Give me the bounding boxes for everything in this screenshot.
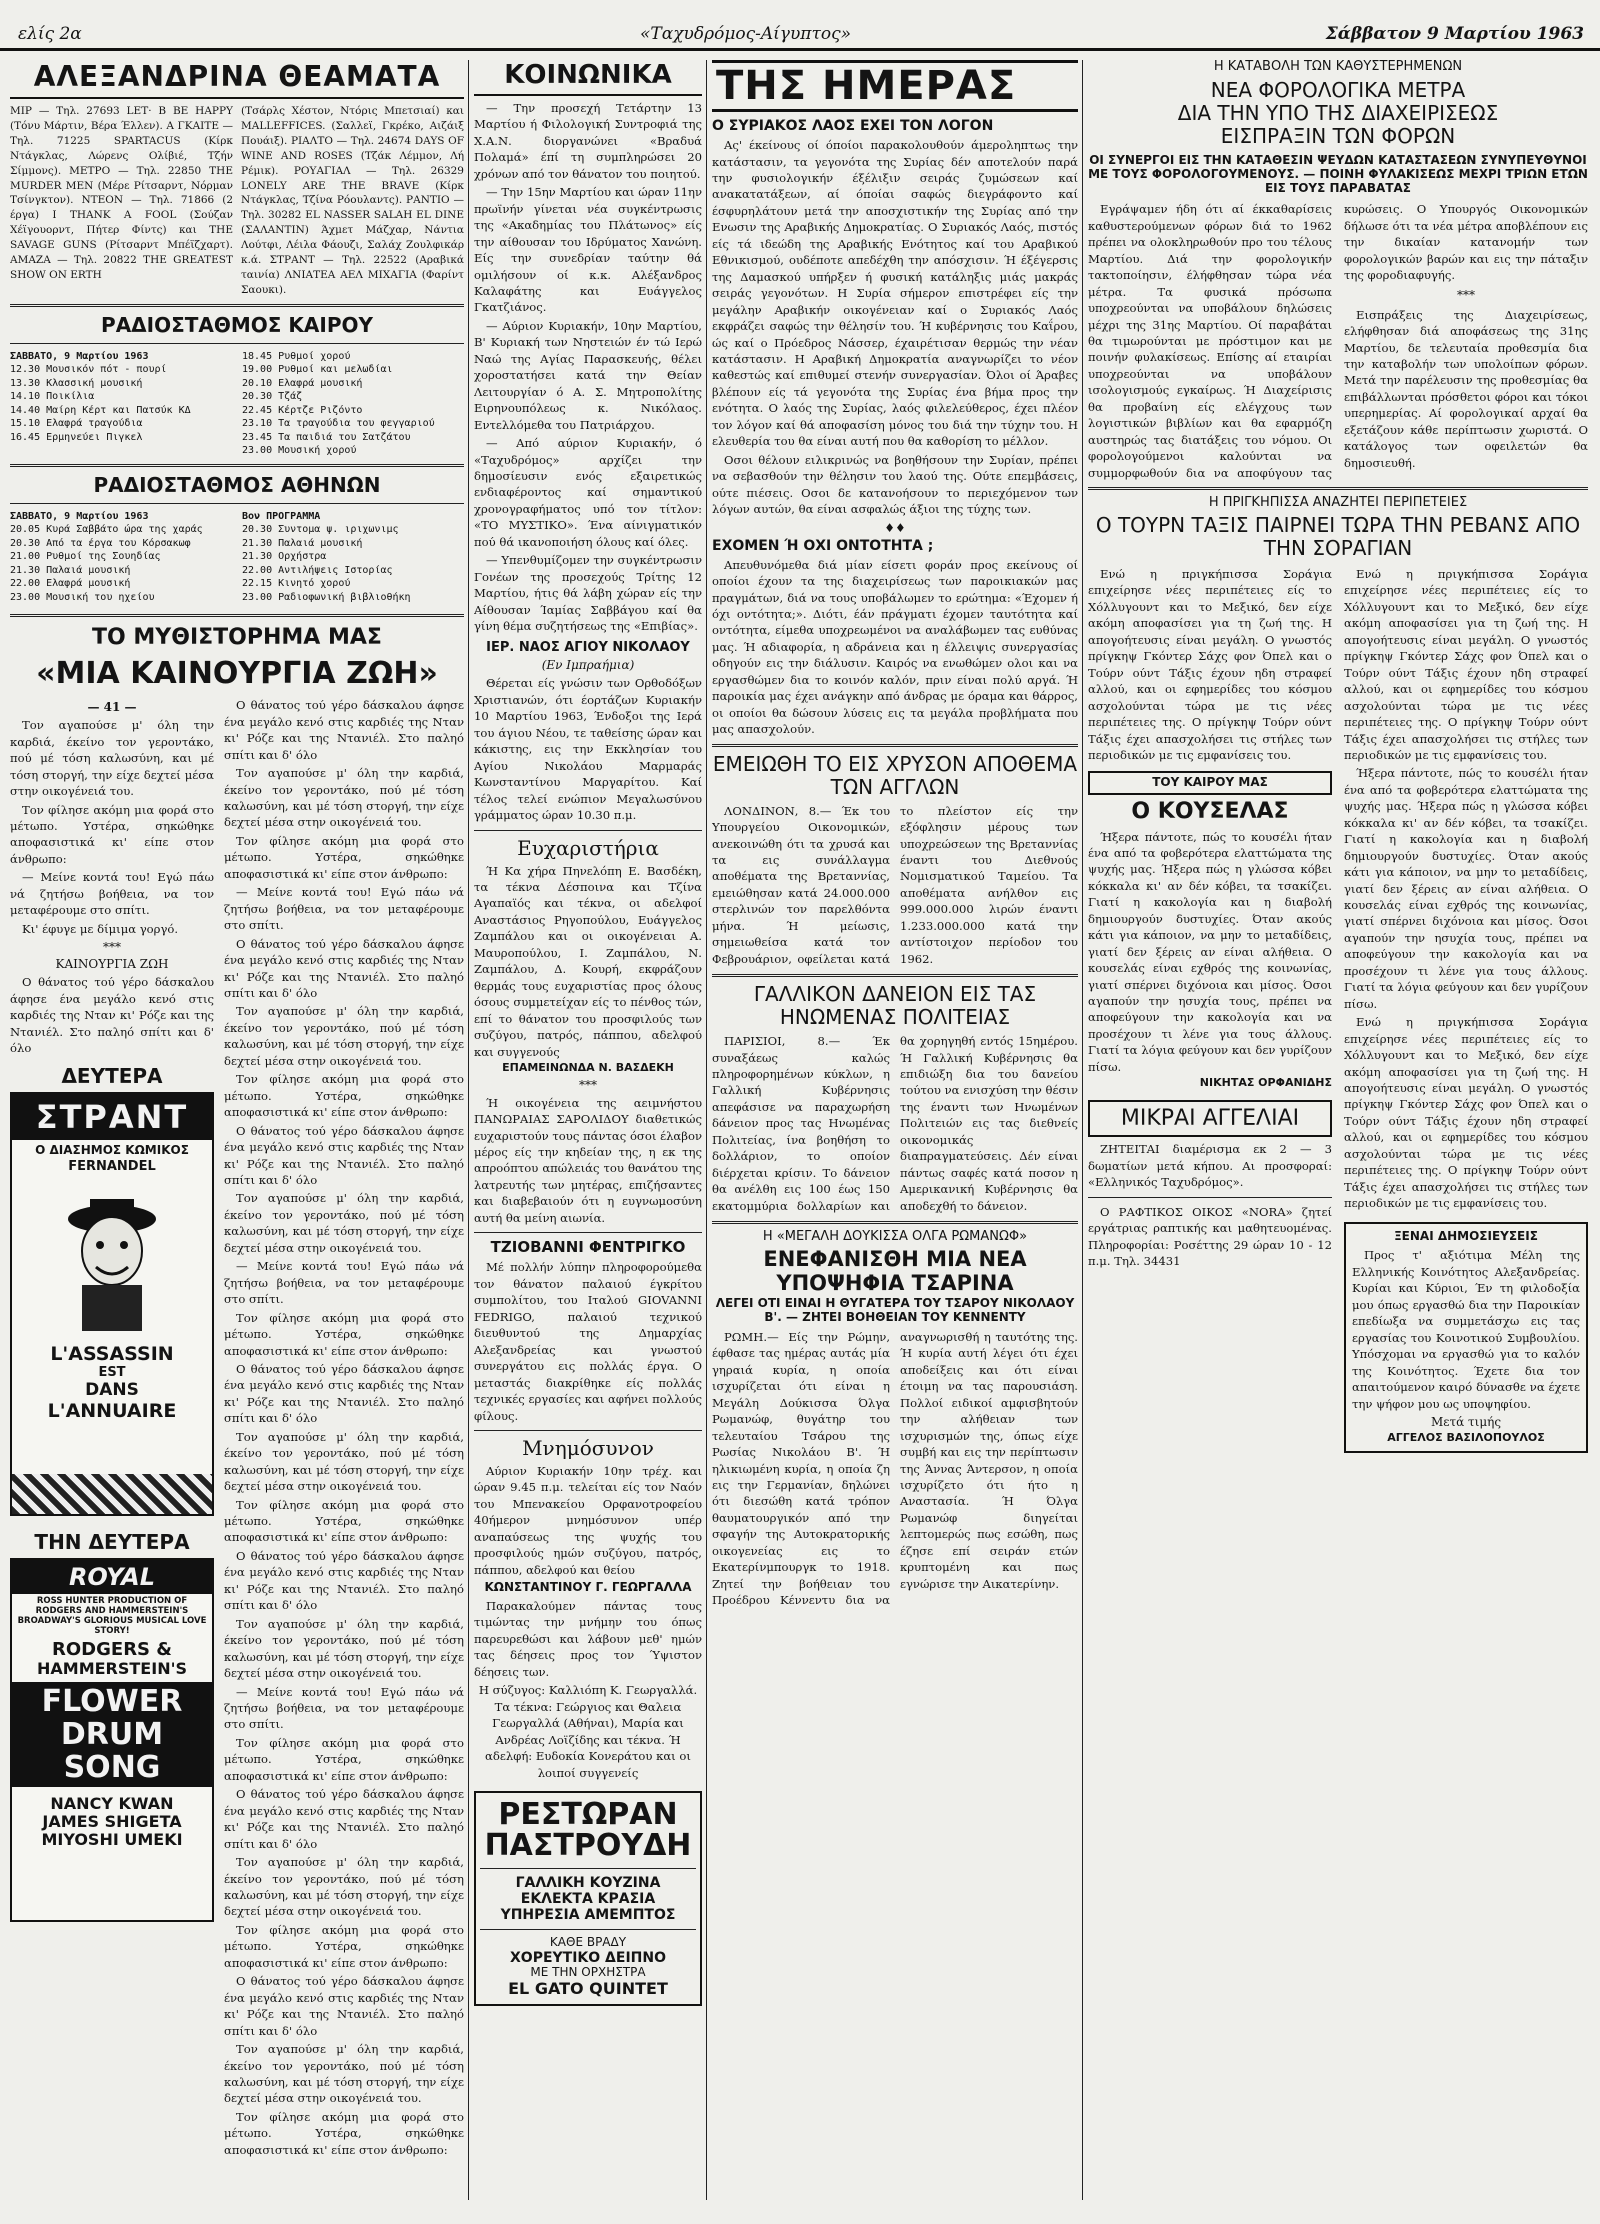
ad-strand-day: ΔΕΥΤΕΡΑ: [61, 1064, 163, 1089]
novel-subtitle: ΚΑΙΝΟΥΡΓΙΑ ΖΩΗ: [55, 957, 169, 972]
schedule-item: 21.00 Ρυθμοί της Σουηδίας: [10, 551, 161, 563]
cinema-listing: ΜΙΡ — Τηλ. 27693 LET· Β ΒΕ ΗΑΡΡΥ (Τόνυ Μάρτιν, Βέρα Έλλεν). Α ΓΚΑΙΤΕ — Τηλ. 71225 SPARTACUS (Κίρκ Ντάγκλας, Λώρενς Ολίβιέ, Τζήν Σίμμονς). ΜΕΤΡΟ — Τηλ. 22850 THE MURDER MEN (Μέρε Ρίτσαρντ, Νόρμαν Τσίνγκτον). ΝΤΕΟΝ — Τηλ. 71866 (2 έργα) I THANK A FOOL (Σούζαν Χέϊγουορντ, Πήτερ Φίντς) και THE SAVAGE GUNS (Ρίτσαρντ Μπέϊζχαρτ). ΑΜΑΖΑ — Τηλ. 20822 THE GREATEST SHOW ON ERTH: [10, 105, 233, 281]
novel-paragraph: Τον αγαπούσε μ' όλη την καρδιά, έκείνο τον γεροντάκο, πού μέ τόση καλωσύνη, και μέ τόση στοργή, την είχε δεχτεί μέσα στην οικογένειά του.: [224, 1616, 464, 1681]
ad-strand-film-title: L'ANNUAIRE: [47, 1399, 177, 1422]
column-divider: [1082, 60, 1083, 2200]
schedule-item: 21.30 Παλαιά μουσική: [10, 564, 131, 576]
ad-royal-day: ΤΗΝ ΔΕΥΤΕΡΑ: [34, 1530, 190, 1555]
tax-kicker: Η ΚΑΤΑΒΟΛΗ ΤΩΝ ΚΑΘΥΣΤΕΡΗΜΕΝΩΝ: [1213, 60, 1463, 74]
schedule-item: 22.00 Ελαφρά μουσική: [10, 578, 131, 590]
novel-paragraph: Ο θάνατος τού γέρο δάσκαλου άφησε ένα μεγάλο κενό στις καρδιές της Νταν κι' Ρόζε και της Ντανιέλ. Στο παληό σπίτι και δ' όλο: [224, 1361, 464, 1426]
restaurant-evening: ΚΑΘΕ ΒΡΑΔΥ: [549, 1935, 627, 1950]
novel-paragraph: Τον φίλησε ακόμη μια φορά στο μέτωπο. Υστέρα, σηκώθηκε αποφασιστικά κι' είπε στον άνθρωπο:: [224, 1072, 464, 1120]
article-headline: ΕΜΕΙΩΘΗ ΤΟ ΕΙΣ ΧΡΥΣΟΝ ΑΠΟΘΕΜΑ ΤΩΝ ΑΓΓΛΩΝ: [712, 751, 1078, 799]
ad-royal-title: SONG: [63, 1749, 161, 1785]
article-text: Εισπράξεις της Διαχειρίσεως, ελήφθησαν διά αποφάσεως της 31ης Μαρτίου, δε τελευταία προθεσμία δια την καταβολήν των υπολοίπων φόρων. Μετά την παρέλευσιν της προθεσμίας θα επιβάλλωνται πρόσθετοι φόροι και τόκοι υπερημερίας. Αί φορολογικαί αρχαί θα εξετάζουν κάθε περίπτωσιν χωριστά. Ο κατάλογος των οφειλετών θα δημοσιευθή.: [1344, 307, 1588, 470]
radio-athens-title: ΡΑΔΙΟΣΤΑΘΜΟΣ ΑΘΗΝΩΝ: [93, 472, 381, 497]
schedule-item: 22.00 Αντιλήψεις Ιστορίας: [242, 564, 393, 576]
ad-strand-film-title: L'ASSASSIN: [50, 1343, 174, 1366]
article-text: Ήξερα πάντοτε, πώς το κουσέλι ήταν ένα από τα φοβερότερα ελαττώματα της ψυχής μας. Ήξερα πώς η γλώσσα κόβει κόκκαλα κι' αν δέν κόβει, τα τσακίζει. Γιατί η κακολογία και η διαβολή δημιουργούν δυστυχίες. Όταν ακούς κάτι για κάποιον, να μην το μεταδίδεις, γιατί δεν ξέρεις αν είναι αλήθεια. Ο κουσελάς είναι εχθρός της κοινωνίας, γιατί σπέρνει διχόνοια και μίσος. Όσοι αγαπούν την ησυχία τους, πρέπει να αποφεύγουν την κακολογία και να προσέχουν τι λένε για τους άλλους. Γιατί τα λόγια φεύγουν και δεν γυρίζουν πίσω.: [1344, 766, 1588, 1011]
column-divider: [706, 60, 707, 2200]
article-subheadline: ΛΕΓΕΙ ΟΤΙ ΕΙΝΑΙ Η ΘΥΓΑΤΕΡΑ ΤΟΥ ΤΣΑΡΟΥ ΝΙΚΟΛΑΟΥ Β'. — ΖΗΤΕΙ ΒΟΗΘΕΙΑΝ ΤΟΥ ΚΕΝΝΕΝΤΥ: [715, 1296, 1075, 1325]
schedule-item: 21.30 Παλαιά μουσική: [242, 537, 363, 549]
radio-cairo-date: ΣΑΒΒΑΤΟ, 9 Μαρτίου 1963: [10, 350, 149, 362]
notice-sign: Μετά τιμής: [1430, 1414, 1502, 1429]
royal-cinema-ad: [10, 1558, 214, 1922]
restaurant-title: ΡΕΣΤΩΡΑΝ ΠΑΣΤΡΟΥΔΗ: [484, 1796, 692, 1864]
column-box-title: ΤΟΥ ΚΑΙΡΟΥ ΜΑΣ: [1152, 775, 1268, 790]
church-title: ΙΕΡ. ΝΑΟΣ ΑΓΙΟΥ ΝΙΚΟΛΑΟΥ: [486, 639, 690, 655]
article-text: Ας' έκείνους οί όποίοι παρακολουθούν άμεροληπτως την κατάστασιν, τα γεγονότα της Συρίας δέν αποτελούν παρά την φυσιολογικήν έξέλιξιν σειράς ζυμώσεων καί ανακατατάξεων, αί όποίαι σαφώς διεγράφοντο καί έσφυρηλάτουν μετά την αποσχιστικήν της Συρίας από την Ενωσιν της Αραβικής Δημοκρατίας. Ο Συριακός Λαός, πιστός είς τά ιδεώδη της Αραβικής Ενότητος καί του Αραβικού Εθνικισμού, ουδέποτε απεδέχθη την απόσχισιν. Ή έξέγερσις της Δαμασκού υπήρξεν ή φυσική κατάληξις μιάς μακράς σειράς γεγονότων. Η Συρία σήμερον επιστρέφει είς την μεγάλην Αραβικήν οικογένειαν καί ο Συριακός Λαός εκφράζει σαφώς την θέλησίν του. Ή κυβέρνησις του Καΐρου, ώς καί ο Πρόεδρος Νάσσερ, έχαιρέτισαν θερμώς την νέαν κατάστασιν. Η Αραβική Δημοκρατία αναγνωρίζει το νέον καθεστώς καί επιθυμεί στενήν συνεργασίαν. Όλοι οί Άραβες βλέπουν είς τά γεγονότα της Συρίας ένα βήμα προς την ενότητα. Ο λαός της Συρίας, λαός φιλελεύθερος, έχει πλέον τον λόγον καί θά αποφασίση μόνος του διά την τύχην του. Η ελευθερία του θα είναι αυτή που θα καθορίση το μέλλον.: [712, 138, 1078, 449]
header-left: ελίς 2α: [18, 24, 82, 44]
ad-strand-film-title: DANS: [85, 1380, 139, 1401]
article-text: Εγράψαμεν ήδη ότι αί έκκαθαρίσεις καθυστερούμενων φόρων διά το 1962 πρέπει να ολοκληρωθούν προ του τέλους Μαρτίου. Διά την φορολογικήν τακτοποίησιν, έλήφθησαν τώρα νέα μέτρα. Τα φυσικά πρόσωπα υποχρεούνται να υποβάλουν δηλώσεις μέχρι της 31ης Μαρτίου. Οί παραβάται θα τιμωρούνται με πρόστιμον και με ποινήν φυλακίσεως. Επίσης αί εταιρίαι υποχρεούνται να υποβάλουν ισολογισμούς εγκαίρως. Ή Διαχείρισις θα προβαίνη είς ελέγχους των λογιστικών βιβλίων και θα εφαρμόζη αυστηρώς τας διατάξεις του νόμου. Οι φορολογούμενοι καλούνται να συμμορφωθούν δια να αποφύγουν τας κυρώσεις. Ο Υπουργός Οικονομικών δήλωσε ότι τα νέα μέτρα αποβλέπουν εις την δικαίαν κατανομήν των φορολογικών βαρών και εις την πάταξιν της φοροδιαφυγής.: [1088, 202, 1588, 480]
novel-paragraph: Κι' έφυγε με δίμιμα γοργό.: [22, 921, 179, 936]
novel-paragraph: Τον φίλησε ακόμη μια φορά στο μέτωπο. Υστέρα, σηκώθηκε αποφασιστικά κι' είπε στον άνθρωπο:: [224, 1310, 464, 1358]
memorial-text: Παρακαλούμεν πάντας τους τιμώντας την μνήμην του όπως παρευρεθώσι και λάβουν μεθ' ημών τας δέησεις προς τον Ύψιστον δέησεις των.: [474, 1598, 702, 1679]
novel-paragraph: Ο θάνατος τού γέρο δάσκαλου άφησε ένα μεγάλο κενό στις καρδιές της Νταν κι' Ρόζε και της Ντανιέλ. Στο παληό σπίτι και δ' όλο: [224, 1787, 464, 1851]
novel-continuation: [224, 697, 464, 2210]
ad-royal-title: DRUM: [60, 1716, 164, 1752]
schedule-item: 13.30 Κλασσική μουσική: [10, 377, 143, 389]
column-headline: Ο ΚΟΥΣΕΛΑΣ: [1131, 799, 1289, 825]
ad-royal-cast: JAMES SHIGETA: [42, 1811, 182, 1831]
tax-headline: ΔΙΑ ΤΗΝ ΥΠΟ ΤΗΣ ΔΙΑΧΕΙΡΙΣΕΩΣ: [1177, 100, 1499, 125]
article-text: Απευθυνόμεθα διά μίαν είσετι φοράν προς εκείνους οί οποίοι έχουν τα της διαχειρίσεως των παροικιακών μας πραγμάτων, διά να τους υποβάλωμεν το ερώτημα: «Έχομεν ή όχι οντότητα;». Διότι, έάν πράγματι έχομεν ταυτότητα καί οντότητα, είμεθα υποχρεωμένοι να αναλάβωμεν τας ευθύνας μας. Ή αδιαφορία, η αδράνεια και η έλλειψις συνεργασίας οδηγούν εις την διάλυσιν. Καιρός να ενωθώμεν ολοι και να εργασθώμεν δια το κοινόν καλόν, πριν είναι πολύ αργά. Ή παροικία μας έχει ανάγκην από άνδρας με όραμα και θάρρος, οι οποίοι θα δώσουν λύσεις εις τα μεγάλα προβλήματα που μας απασχολούν.: [712, 557, 1078, 737]
header-center: «Ταχυδρόμος-Αίγυπτος»: [640, 24, 852, 44]
tax-subheadline: ΟΙ ΣΥΝΕΡΓΟΙ ΕΙΣ ΤΗΝ ΚΑΤΑΘΕΣΙΝ ΨΕΥΔΩΝ ΚΑΤΑΣΤΑΣΕΩΝ ΣΥΝΥΠΕΥΘΥΝΟΙ ΜΕ ΤΟΥΣ ΦΟΡΟΛΟΓΟΥΜΕΝΟΥΣ. — ΠΟΙΝΗ ΦΥΛΑΚΙΣΕΩΣ ΜΕΧΡΙ ΤΡΙΩΝ ΕΤΩΝ ΕΙΣ ΤΟΥΣ ΠΑΡΑΒΑΤΑΣ: [1088, 152, 1588, 195]
novel-chapter: — 41 —: [87, 700, 137, 715]
schedule-item: 23.00 Μουσική χορού: [242, 445, 357, 457]
article-text: ΡΩΜΗ.— Είς την Ρώμην, έφθασε τας ημέρας αυτάς μία γηραιά κυρία, η οποία ισχυρίζεται ότι είναι η Μεγάλη Δούκισσα Όλγα Ρωμανώφ, θυγάτηρ του τελευταίου Τσάρου της Ρωσίας Νικολάου Β'. Ή ηλικιωμένη κυρία, η οποία ζη εις την Γερμανίαν, δηλώνει ότι διεσώθη κατά τρόπον θαυματουργικόν από την σφαγήν της Αυτοκρατορικής οικογενείας εις το Εκατερίνμπουργκ το 1918. Ζητεί την βοήθειαν του Προέδρου Κέννεντυ δια να αναγνωρισθή η ταυτότης της. Ή κυρία αυτή λέγει ότι έχει αποδείξεις και ότι είναι έτοιμη να τας παρουσιάση. Πολλοί ειδικοί αμφισβητούν την αλήθειαν των ισχυρισμών της, όπως είχε συμβή και εις την περίπτωσιν της Άννας Άντερσον, η οποία ισχυρίζετο ότι ήτο η Αναστασία. Ή Όλγα Ρωμανώφ διηγείται λεπτομερώς πως εσώθη, πως έζησε επί σειράν ετών κρυπτομένη και πως εγνώρισε την Αικατερίνην.: [712, 1329, 1078, 1608]
schedule-item: 19.00 Ρυθμοί και μελωδίαι: [242, 364, 393, 376]
schedule-item: 20.05 Κυρά Σαββάτο ώρα της χαράς: [10, 524, 203, 536]
schedule-item: 20.10 Ελαφρά μουσική: [242, 377, 363, 389]
schedule-item: 15.10 Ελαφρά τραγούδια: [10, 418, 143, 430]
novel-paragraph: Τον αγαπούσε μ' όλη την καρδιά, έκείνο τον γεροντάκο, πού μέ τόση καλωσύνη, και μέ τόση στοργή, την είχε δεχτεί μέσα στην οικογένειά του.: [224, 1855, 464, 1919]
schedule-item: 18.45 Ρυθμοί χορού: [242, 350, 351, 362]
schedule-item: 12.30 Μουσικόν πότ - πουρί: [10, 364, 167, 376]
novel-stars: ***: [103, 940, 121, 955]
schedule-item: 23.00 Μουσική του ηχείου: [10, 591, 155, 603]
tax-stars: ***: [1457, 287, 1475, 302]
schedule-item: 20.30 Από τα έργα του Κόρσακωφ: [10, 537, 191, 549]
novel-paragraph: Τον αγαπούσε μ' όλη την καρδιά, έκείνο τον γεροντάκο, πού μέ τόση καλωσύνη, και μέ τόση στοργή, την είχε δεχτεί μέσα στην οικογένειά του.: [224, 2042, 464, 2106]
memorial-family: Η σύζυγος: Καλλιόπη Κ. Γεωργαλλά. Τα τέκνα: Γεώργιος και Θαλεια Γεωργαλλά (Αθήναι), Μαρία και Ανδρέας Λοϊζίδης και τέκνα. Ή αδελφή: Ευδοκία Κονεράτου και οι λοιποί συγγενείς: [478, 1683, 698, 1780]
novel-section-title: ΤΟ ΜΥΘΙΣΤΟΡΗΜΑ ΜΑΣ: [92, 625, 382, 651]
column-1: [10, 60, 464, 2210]
princess-headline: Ο ΤΟΥΡΝ ΤΑΞΙΣ ΠΑΙΡΝΕΙ ΤΩΡΑ ΤΗΝ ΡΕΒΑΝΣ ΑΠΟ ΤΗΝ ΣΟΡΑΓΙΑΝ: [1095, 512, 1581, 560]
ad-royal-cast: MIYOSHI UMEKI: [41, 1830, 183, 1850]
schedule-item: 14.40 Μαίρη Κέρτ και Πατσύκ ΚΔ: [10, 404, 191, 416]
article-headline: ΕΝΕΦΑΝΙΣΘΗ ΜΙΑ ΝΕΑ ΥΠΟΨΗΦΙΑ ΤΣΑΡΙΝΑ: [763, 1247, 1027, 1296]
article-text: ΠΑΡΙΣΙΟΙ, 8.— Έκ συναξάεως καλώς πληροφορημένων κύκλων, η Γαλλική Κυβέρνησις απεφάσισε να παραχωρήση δάνειον προς τας Ηνωμένας Πολιτείας, ίνα βοηθήση το δολλάριον, το οποίον διέρχεται κρίσιν. Το δάνειον θα ανέλθη εις 100 έως 150 εκατομμύρια δολλαρίων και θα χορηγηθή εντός 15ημέρου. Ή Γαλλική Κυβέρνησις θα επιδιώξη δια του δανείου τούτου να ενισχύση την θέσιν της έναντι των Ηνωμένων Πολιτειών εις τας διεθνείς οικονομικάς διαπραγματεύσεις. Δέν είναι πάντως σαφές κατά ποσον η Αμερικανική Κυβέρνησις θα αποδεχθή το δάνειον.: [712, 1034, 1078, 1213]
page-header: [0, 20, 1600, 51]
column-4: [1088, 60, 1588, 2210]
ad-strand-film-title: EST: [98, 1365, 126, 1381]
fernandel-illustration: [12, 1181, 212, 1331]
radio-cairo-title: ΡΑΔΙΟΣΤΑΘΜΟΣ ΚΑΙΡΟΥ: [101, 312, 373, 337]
novel-paragraph: Ο θάνατος τού γέρο δάσκαλου άφησε ένα μεγάλο κενό στις καρδιές της Νταν κι' Ρόζε και της Ντανιέλ. Στο παληό σπίτι και δ' όλο: [224, 1548, 464, 1613]
social-item: — Υπενθυμίζομεν την συγκέντρωσιν Γονέων της προσεχούς Τρίτης 12 Μαρτίου, ήτις θά λάβη χώραν είς την Αίθουσαν Ίαμίας Σαββάγου καί θα γίνη θέμα συζητήσεως της «Επιβίας».: [474, 553, 702, 634]
column-3: ΤΗΣ ΗΜΕΡΑΣ Ο ΣΥΡΙΑΚΟΣ ΛΑΟΣ ΕΧΕΙ ΤΟΝ ΛΟΓΟΝ Ας' έκείνους οί όποίοι παρακολουθούν άμεροληπτως την κατάστασιν, τα γεγονότα της Συρίας δέν αποτελούν παρά την φυσιολογικήν έξέλιξιν σειράς ζυμώσεων καί ανακατατάξεων, αί όποίαι σαφώς διεγράφοντο καί έσφυρηλάτουν μετά την αποσχιστικήν της Συρίας από την Ενωσιν της Αραβικής Δημοκρατίας. Ο Συριακός Λαός, πιστός είς τά ιδεώδη της Αραβικής Ενότητος καί του Αραβικού Εθνικισμού, ουδέποτε απεδέχθη την απόσχισιν. Ή έξέγερσις της Δαμασκού υπήρξεν ή φυσική κατάληξις μιάς μακράς σειράς γεγονότων. Η Συρία σήμερον επιστρέφει είς την μεγάλην Αραβικήν οικογένειαν καί ο Συριακός Λαός εκφράζει σαφώς την θέλησίν του. Ή κυβέρνησις του Καΐρου, ώς καί ο Πρόεδρος Νάσσερ, έχαιρέτισαν θερμώς την νέαν κατάστασιν. Η Αραβική Δημοκρατία αναγνωρίζει το νέον καθεστώς καί επιθυμεί στενήν συνεργασίαν. Όλοι οί Άραβες βλέπουν είς τά γεγονότα της Συρίας ένα βήμα προς την ενότητα. Ο λαός της Συρίας, λαός φιλελεύθερος, έχει πλέον τον λόγον καί θά αποφασίση μόνος του διά την τύχην του. Η ελευθερία του θα είναι αυτή που θα καθορίση το μέλλον. Οσοι θέλουν ειλικρινώς να βοηθήσουν την Συρίαν, πρέπει να σεβασθούν την θέλησιν του λαού της. Ούτε επεμβάσεις, ούτε πιέσεις. Οσοι δε κατανοήσουν το περιεχόμενον των λόγων αυτών, θα είναι ασφαλώς άξιοι της τύχης των. ♦♦ ΕΧΟΜΕΝ Ή ΟΧΙ ΟΝΤΟΤΗΤΑ ; Απευθυνόμεθα διά μίαν είσετι φοράν προς εκείνους οί οποίοι έχουν τα της διαχειρίσεως των παροικιακών μας πραγμάτων, διά να τους υποβάλωμεν το ερώτημα: «Έχομεν ή όχι οντότητα;». Διότι, έάν πράγματι έχομεν ταυτότητα καί οντότητα, είμεθα υποχρεωμένοι να αναλάβωμεν τας ευθύνας μας. Ή αδιαφορία, η αδράνεια και η έλλειψις συνεργασίας οδηγούν εις την διάλυσιν. Καιρός να ενωθώμεν ολοι και να εργασθώμεν δια το κοινόν καλόν, πριν είναι πολύ αργά. Ή παροικία μας έχει ανάγκην από άνδρας με όραμα και θάρρος, οι οποίοι θα δώσουν λύσεις εις τα μεγάλα προβλήματα που μας απασχολούν. ΕΜΕΙΩΘΗ ΤΟ ΕΙΣ ΧΡΥΣΟΝ ΑΠΟΘΕΜΑ ΤΩΝ ΑΓΓΛΩΝ ΛΟΝΔΙΝΟΝ, 8.— Έκ του Υπουργείου Οικονομικών, ανεκοινώθη ότι τα χρυσά και τα εις συνάλλαγμα αποθέματα της Βρεταννίας, εμειώθησαν κατά 24.000.000 στερλινών τον παρελθόντα μήνα. Ή μείωσις, σημειωθείσα κατά τον Φεβρουάριον, οφείλεται κατά το πλείστον είς την εξόφλησιν μέρους των υποχρεώσεων της Βρεταννίας έναντι του Διεθνούς Νομισματικού Ταμείου. Τα αποθέματα ανήλθον εις 999.000.000 λιρών έναντι 1.233.000.000 κατά την αντίστοιχον περίοδον του 1962. ΓΑΛΛΙΚΟΝ ΔΑΝΕΙΟΝ ΕΙΣ ΤΑΣ ΗΝΩΜΕΝΑΣ ΠΟΛΙΤΕΙΑΣ ΠΑΡΙΣΙΟΙ, 8.— Έκ συναξάεως καλώς πληροφορημένων κύκλων, η Γαλλική Κυβέρνησις απεφάσισε να παραχωρήση δάνειον προς τας Ηνωμένας Πολιτείας, ίνα βοηθήση το δολλάριον, το οποίον διέρχεται κρίσιν. Το δάνειον θα ανέλθη εις 100 έως 150 εκατομμύρια δολλαρίων και θα χορηγηθή εντός 15ημέρου. Ή Γαλλική Κυβέρνησις θα επιδιώξη δια του δανείου τούτου να ενισχύση την θέσιν της έναντι των Ηνωμένων Πολιτειών εις τας διεθνείς οικονομικάς διαπραγματεύσεις. Δέν είναι πάντως σαφές κατά ποσον η Αμερικανική Κυβέρνησις θα αποδεχθή το δάνειον. Η «ΜΕΓΑΛΗ ΔΟΥΚΙΣΣΑ ΟΛΓΑ ΡΩΜΑΝΩΦ» ΕΝΕΦΑΝΙΣΘΗ ΜΙΑ ΝΕΑ ΥΠΟΨΗΦΙΑ ΤΣΑΡΙΝΑ ΛΕΓΕΙ ΟΤΙ ΕΙΝΑΙ Η ΘΥΓΑΤΕΡΑ ΤΟΥ ΤΣΑΡΟΥ ΝΙΚΟΛΑΟΥ Β'. — ΖΗΤΕΙ ΒΟΗΘΕΙΑΝ ΤΟΥ ΚΕΝΝΕΝΤΥ ΡΩΜΗ.— Είς την Ρώμην, έφθασε τας ημέρας αυτάς μία γηραιά κυρία, η οποία ισχυρίζεται ότι είναι η Μεγάλη Δούκισσα Όλγα Ρωμανώφ, θυγάτηρ του τελευταίου Τσάρου της Ρωσίας Νικολάου Β'. Ή ηλικιωμένη κυρία, η οποία ζη εις την Γερμανίαν, δηλώνει ότι διεσώθη κατά τρόπον θαυματουργικόν από την σφαγήν της Αυτοκρατορικής οικογενείας εις το Εκατερίνμπουργκ το 1918. Ζητεί την βοήθειαν του Προέδρου Κέννεντυ δια να αναγνωρισθή η ταυτότης της. Ή κυρία αυτή λέγει ότι έχει αποδείξεις και ότι είναι έτοιμη να τας παρουσιάση. Πολλοί ειδικοί αμφισβητούν την αλήθειαν των ισχυρισμών της, όπως είχε συμβή και εις την περίπτωσιν της Άννας Άντερσον, η οποία ισχυρίζετο ότι ήτο η Αναστασία. Ή Όλγα Ρωμανώφ διηγείται λεπτομερώς πως εσώθη, πως έζησε επί σειράν ετών κρυπτομένη και πως εγνώρισε την Αικατερίνην.: [712, 60, 1078, 2210]
column-divider: [468, 60, 469, 2200]
novel-paragraph: Ο θάνατος τού γέρο δάσκαλου άφησε ένα μεγάλο κενό στις καρδιές της Νταν κι' Ρόζε και της Ντανιέλ. Στο παληό σπίτι και δ' όλο: [224, 1974, 464, 2038]
social-item: — Αύριον Κυριακήν, 10ην Μαρτίου, Β' Κυριακή των Νηστειών έν τώ Ιερώ Ναώ της Αγίας Παρασκευής, θέλει χοροστατήσει κατά την Θείαν Λειτουργίαν ό Α. Σ. Μητροπολίτης Ειρηνουπόλεως κ. Νικόλαος. Εντελλόμεθα του Πατριάρχου.: [474, 318, 702, 432]
tax-headline: ΕΙΣΠΡΑΞΙΝ ΤΩΝ ΦΟΡΩΝ: [1220, 123, 1456, 148]
novel-title: «ΜΙΑ ΚΑΙΝΟΥΡΓΙΑ ΖΩΗ»: [36, 656, 438, 692]
article-text: Ενώ η πριγκήπισσα Σοράγια επιχείρησε νέες περιπέτειες είς το Χόλλυγουντ και το Μεξικό, δεν είχε ακόμη αποφασίσει για τη ζωή της. Η απογοήτευσις είναι μεγάλη. Ο γνωστός πρίγκηψ Γκόντερ Σάχς φον Όπελ και ο Τούρν ούντ Τάξις έχουν ηδη στραφεί αλλού, και οι εφημερίδες του κόσμου ασχολούνται τώρα με τις νέες περιπέτειες της. Ο πρίγκηψ Τούρν ούντ Τάξις έχει απασχολήσει τις στήλες των περιοδικών με τις εμφανίσεις του.: [1088, 566, 1332, 762]
novel-paragraph: Τον αγαπούσε μ' όλη την καρδιά, έκείνο τον γεροντάκο, πού μέ τόση καλωσύνη, και μέ τόση στοργή, την είχε δεχτεί μέσα στην οικογένειά του.: [224, 1004, 464, 1068]
classifieds-box: [1088, 1100, 1332, 1137]
decorative-pattern: [12, 1474, 212, 1514]
article-text: Ήξερα πάντοτε, πώς το κουσέλι ήταν ένα από τα φοβερότερα ελαττώματα της ψυχής μας. Ήξερα πώς η γλώσσα κόβει κόκκαλα κι' αν δέν κόβει, τα τσακίζει. Γιατί η κακολογία και η διαβολή δημιουργούν δυστυχίες. Όταν ακούς κάτι για κάποιον, να μην το μεταδίδεις, γιατί δεν ξέρεις αν είναι αλήθεια. Ο κουσελάς είναι εχθρός της κοινωνίας, γιατί σπέρνει διχόνοια και μίσος. Όσοι αγαπούν την ησυχία τους, πρέπει να αποφεύγουν την κακολογία και να προσέχουν τι λένε για τους άλλους. Γιατί τα λόγια φεύγουν και δεν γυρίζουν πίσω.: [1088, 829, 1332, 1074]
editorial-section-title: ΤΗΣ ΗΜΕΡΑΣ: [712, 60, 1078, 112]
schedule-item: 20.30 Συντομα ψ. ιριχωνιμς: [242, 524, 399, 536]
radio-athens-program: Βον ΠΡΟΓΡΑΜΜΑ: [242, 510, 321, 522]
novel-paragraph: Ο θάνατος τού γέρο δάσκαλου άφησε ένα μεγάλο κενό στις καρδιές της Νταν κι' Ρόζε και της Ντανιέλ. Στο παληό σπίτι και δ' όλο: [10, 975, 214, 1055]
schedule-item: 22.15 Κινητό χορού: [242, 578, 351, 590]
schedule-item: 14.10 Ποικίλια: [10, 391, 95, 403]
schedule-item: 16.45 Ερμηνεύει Πιγκελ: [10, 431, 143, 443]
notice-signature: ΑΓΓΕΛΟΣ ΒΑΣΙΛΟΠΟΥΛΟΣ: [1387, 1430, 1545, 1444]
radio-athens-date: ΣΑΒΒΑΤΟ, 9 Μαρτίου 1963: [10, 510, 149, 522]
memorial-text: Αύριον Κυριακήν 10ην τρέχ. και ώραν 9.45 π.μ. τελείται είς τον Ναόν του Μπενακείου Ορφανοτροφείου 40ήμερον μνημόσυνον υπέρ αναπαύσεως της ψυχής του προσφιλούς ημών συζύγου, πατρός, πάππου, αδελφού και θείου: [474, 1464, 702, 1577]
cinema-section-title: ΑΛΕΞΑΝΔΡΙΝΑ ΘΕΑΜΑΤΑ: [10, 60, 464, 99]
thanks-signature: ΕΠΑΜΕΙΝΩΝΔΑ Ν. ΒΑΣΔΕΚΗ: [502, 1060, 674, 1074]
ad-royal-rodgers: RODGERS &: [52, 1638, 172, 1660]
article-text: Ενώ η πριγκήπισσα Σοράγια επιχείρησε νέες περιπέτειες είς το Χόλλυγουντ και το Μεξικό, δεν είχε ακόμη αποφασίσει για τη ζωή της. Η απογοήτευσις είναι μεγάλη. Ο γνωστός πρίγκηψ Γκόντερ Σάχς φον Όπελ και ο Τούρν ούντ Τάξις έχουν ηδη στραφεί αλλού, και οι εφημερίδες του κόσμου ασχολούνται τώρα με τις νέες περιπέτειες της. Ο πρίγκηψ Τούρν ούντ Τάξις έχει απασχολήσει τις στήλες των περιοδικών με τις εμφανίσεις του.: [1344, 1015, 1588, 1211]
novel-paragraph: Ο θάνατος τού γέρο δάσκαλου άφησε ένα μεγάλο κενό στις καρδιές της Νταν κι' Ρόζε και της Ντανιέλ. Στο παληό σπίτι και δ' όλο: [224, 698, 464, 762]
article-text: ΛΟΝΔΙΝΟΝ, 8.— Έκ του Υπουργείου Οικονομικών, ανεκοινώθη ότι τα χρυσά και τα εις συνάλλαγμα αποθέματα της Βρεταννίας, εμειώθησαν κατά 24.000.000 στερλινών τον παρελθόντα μήνα. Ή μείωσις, σημειωθείσα κατά τον Φεβρουάριον, οφείλεται κατά το πλείστον είς την εξόφλησιν μέρους των υποχρεώσεων της Βρεταννίας έναντι του Διεθνούς Νομισματικού Ταμείου. Τα αποθέματα ανήλθον εις 999.000.000 λιρών έναντι 1.233.000.000 κατά την αντίστοιχον περίοδον του 1962.: [712, 803, 1078, 966]
thanks-text: Ή Κα χήρα Πηνελόπη Ε. Βασδέκη, τα τέκνα Δέσποινα και Τζίνα Αγαπαϊός και τέκνα, οι αδελφοί Αναστάσιος Ρηγοπούλου, Ευάγγελος Ζαμπάλου και οι οικογένειαι Α. Μαυροπούλου, Ι. Ζαμπάλου, Ν. Ζαμπάλου, Δ. Κουρή, εκφράζουν θερμάς τους ευχαριστίας προς όλους όσους συμμετείχαν είς το πένθος τών, επί το θάνατον του προσφιλούς των συζύγου, πατρός, πάππου, αδελφού και συγγενούς: [474, 863, 702, 1059]
notice-title: ΞΕΝΑΙ ΔΗΜΟΣΙΕΥΣΕΙΣ: [1394, 1228, 1538, 1243]
article-text: Ενώ η πριγκήπισσα Σοράγια επιχείρησε νέες περιπέτειες είς το Χόλλυγουντ και το Μεξικό, δεν είχε ακόμη αποφασίσει για τη ζωή της. Η απογοήτευσις είναι μεγάλη. Ο γνωστός πρίγκηψ Γκόντερ Σάχς φον Όπελ και ο Τούρν ούντ Τάξις έχουν ηδη στραφεί αλλού, και οι εφημερίδες του κόσμου ασχολούνται τώρα με τις νέες περιπέτειες της. Ο πρίγκηψ Τούρν ούντ Τάξις έχει απασχολήσει τις στήλες των περιοδικών με τις εμφανίσεις του.: [1344, 566, 1588, 762]
schedule-item: 21.30 Ορχήστρα: [242, 551, 327, 563]
ad-strand-subtitle: Ο ΔΙΑΣΗΜΟΣ ΚΩΜΙΚΟΣ: [35, 1143, 189, 1158]
cinema-listing-2: (Τσάρλς Χέστον, Ντόρις Μπετσιαί) και MALLEFFICES. (Σαλλεϊ, Γκρέκο, Αιζάιξ Πουάιξ). ΡΙΑΛΤΟ — Τηλ. 24674 DAYS OF WINE AND ROSES (Τζάκ Λέμμον, Λή Ρέμικ). ΡΟΥΑΓΙΑΛ — Τηλ. 26329 LONELY ARE THE BRAVE (Κίρκ Ντάγκλας, Τζίνα Ρόουλαντς). ΡΑΝΤΙΟ — Τηλ. 30282 EL NASSER SALAH EL DINE (ΣΑΛΑΝΤΙΝ) Άχμετ Μάζχαρ, Νάντια Λούτφι, Λέιλα Φάουζι, Σαλάχ Ζουλφικάρ κ.ά. ΣΤΡΑΝΤ — Τηλ. 22522 (Αραβικά ταινία) ΛΝΙΑΤΕΑ ΑΕΛ ΜΙΧΑΓΙΑ (Φαρίντ Σαουκι).: [241, 105, 464, 296]
schedule-item: 23.00 Ραδιοφωνική βιβλιοθήκη: [242, 591, 411, 603]
church-subtitle: (Εν Ιμπραήμια): [541, 658, 635, 673]
ad-royal-hammerstein: HAMMERSTEIN'S: [37, 1659, 187, 1679]
thanks-stars: ***: [579, 1077, 597, 1092]
ad-royal-tagline: ROSS HUNTER PRODUCTION OF RODGERS AND HAMMERSTEIN'S BROADWAY'S GLORIOUS MUSICAL LOVE STORY!: [17, 1596, 207, 1636]
social-item: — Την 15ην Μαρτίου και ώραν 11ην πρωϊνήν γίνεται νέα συγκέντρωσις της «Ακαδημίας του Πλάτωνος» είς την αίθουσαν του Ιδρύματος Χανώνη. Είς την συνεδρίαν ταύτην θά ομιλήσουν οί κ.κ. Αλέξανδρος Καλαφάτης και Ευάγγελος Γκατζιάνος.: [474, 185, 702, 315]
notice-text: Προς τ' αξιότιμα Μέλη της Ελληνικής Κοινότητος Αλεξανδρείας. Κυρίαι και Κύριοι, Έν τη φιλοδοξία μου όπως εργασθώ δια την Παροικίαν επεδίωξα να συμμετάσχω εις τας εργασίας του Κοινοτικού Συμβουλίου. Υπόσχομαι να εργασθώ για το καλόν της Κοινότητος. Έχετε δια τον απαιτούμενον καιρό δύνασθε να έχετε την ψήφον μου ως υποψηφίου.: [1352, 1248, 1580, 1411]
column-signature: ΝΙΚΗΤΑΣ ΟΡΦΑΝΙΔΗΣ: [1199, 1076, 1332, 1090]
ad-strand-logo: ΣΤΡΑΝΤ: [12, 1094, 212, 1140]
novel-paragraph: Τον φίλησε ακόμη μια φορά στο μέτωπο. Υστέρα, σηκώθηκε αποφασιστικά κι' είπε στον άνθρωπο:: [224, 1922, 464, 1970]
novel-paragraph: — Μείνε κοντά του! Εγώ πάω νά ζητήσω βοήθεια, να τον μεταφέρουμε στο σπίτι.: [224, 885, 464, 933]
ad-royal-cast: NANCY KWAN: [50, 1793, 174, 1813]
novel-paragraph: Τον φίλησε ακόμη μια φορά στο μέτωπο. Υστέρα, σηκώθηκε αποφασιστικά κι' είπε στον άνθρωπο:: [224, 1735, 464, 1783]
novel-paragraph: — Μείνε κοντά του! Εγώ πάω νά ζητήσω βοήθεια, να τον μεταφέρουμε στο σπίτι.: [10, 870, 214, 918]
article-kicker: Η «ΜΕΓΑΛΗ ΔΟΥΚΙΣΣΑ ΟΛΓΑ ΡΩΜΑΝΩΦ»: [762, 1229, 1028, 1245]
restaurant-dinner: ΧΟΡΕΥΤΙΚΟ ΔΕΙΠΝΟ: [510, 1950, 666, 1967]
novel-paragraph: Ο θάνατος τού γέρο δάσκαλου άφησε ένα μεγάλο κενό στις καρδιές της Νταν κι' Ρόζε και της Ντανιέλ. Στο παληό σπίτι και δ' όλο: [224, 1123, 464, 1187]
schedule-item: 23.45 Τα παιδιά του Σατζάτου: [242, 431, 411, 443]
article-headline: ΕΧΟΜΕΝ Ή ΟΧΙ ΟΝΤΟΤΗΤΑ ;: [712, 537, 934, 554]
restaurant-orchestra: ΜΕ ΤΗΝ ΟΡΧΗΣΤΡΑ: [530, 1965, 646, 1980]
strand-cinema-ad: [10, 1092, 214, 1516]
classifieds-title: ΜΙΚΡΑΙ ΑΓΓΕΛΙΑΙ: [1120, 1105, 1300, 1131]
novel-paragraph: Ο θάνατος τού γέρο δάσκαλου άφησε ένα μεγάλο κενό στις καρδιές της Νταν κι' Ρόζε και της Ντανιέλ. Στο παληό σπίτι και δ' όλο: [224, 936, 464, 1000]
novel-paragraph: Τον αγαπούσε μ' όλη την καρδιά, έκείνο τον γεροντάκο, πού μέ τόση καλωσύνη, και μέ τόση στοργή, την είχε δεχτεί μέσα στην οικογένειά του.: [224, 1429, 464, 1494]
novel-paragraph: Τον αγαπούσε μ' όλη την καρδιά, έκείνο τον γεροντάκο, πού μέ τόση καλωσύνη, και μέ τόση στοργή, την είχε δεχτεί μέσα στην οικογένειά του.: [10, 718, 214, 799]
thanks-text: Ή οικογένεια της αειμνήστου ΠΑΝΩΡΑΙΑΣ ΣΑΡΟΛΙΔΟΥ διαθετικώς ευχαριστούν τους πάντας όσοι έλαβον μέρος είς την κηδείαν της, η εκ της απροόπτου απώλειάς του θανάτου της λατρευτής των μητέρας, επιζήσαντες και διαβεβαιούν ότι η ευγνωμοσύνη αυτή θα μείνη αιωνία.: [474, 1095, 702, 1225]
princess-kicker: Η ΠΡΙΓΚΗΠΙΣΣΑ ΑΝΑΖΗΤΕΙ ΠΕΡΙΠΕΤΕΙΕΣ: [1208, 495, 1468, 511]
social-section-title: ΚΟΙΝΩΝΙΚΑ: [474, 60, 702, 96]
schedule-item: 22.45 Κέρτζε Ριζόντο: [242, 404, 363, 416]
restaurant-feature: ΕΚΛΕΚΤΑ ΚΡΑΣΙΑ: [520, 1891, 656, 1908]
social-item: — Από αύριον Κυριακήν, ό «Ταχυδρόμος» αρχίζει την δημοσίευσιν ενός εξαιρετικώς ενδιαφέροντος καί σημαντικού χρονογραφήματος υπό τον τίτλον: «ΤΟ ΜΥΣΤΙΚΟ». Ένα αίνιγματικόν πού θά ικανοποιήση όλους καί όλες.: [474, 436, 702, 549]
column-box: [1088, 771, 1332, 795]
novel-paragraph: Τον αγαπούσε μ' όλη την καρδιά, έκείνο τον γεροντάκο, πού μέ τόση καλωσύνη, και μέ τόση στοργή, την είχε δεχτεί μέσα στην οικογένειά του.: [224, 766, 464, 830]
social-item: — Την προσεχή Τετάρτην 13 Μαρτίου ή Φιλολογική Συντροφιά της Χ.Α.Ν. διοργανώνει «Βραδυά Πολαμά» έπί τη συμπληρώσει 20 χρόνων από τον θάνατον του ποιητού.: [474, 101, 702, 181]
novel-paragraph: Τον φίλησε ακόμη μια φορά στο μέτωπο. Υστέρα, σηκώθηκε αποφασιστικά κι' είπε στον άνθρωπο:: [224, 833, 464, 881]
thanks-title: Ευχαριστήρια: [517, 835, 659, 860]
obituary-title: ΤΖΙΟΒΑΝΝΙ ΦΕΝΤΡΙΓΚΟ: [490, 1238, 686, 1257]
article-headline: ΓΑΛΛΙΚΟΝ ΔΑΝΕΙΟΝ ΕΙΣ ΤΑΣ ΗΝΩΜΕΝΑΣ ΠΟΛΙΤΕΙΑΣ: [753, 982, 1037, 1030]
novel-paragraph: — Μείνε κοντά του! Εγώ πάω νά ζητήσω βοήθεια, να τον μεταφέρουμε στο σπίτι.: [224, 1259, 464, 1307]
church-text: Θέρεται είς γνώσιν των Ορθοδόξων Χριστιανών, ότι έορτάζων Κυριακήν 10 Μαρτίου 1963, Ένδοξοι της Ιερά του άγιου Νέου, τε ταθείσης ώραν και κάκιστης, εις την Εκκλησίαν του Αγίου Νικολάου Μαρμαράς Κωνσταντίνου Μαργαρίτου. Καί τέλος τελεί ενώπιον Μεγαλωσύνου γράμματος ώραν 10.30 π.μ.: [474, 676, 702, 823]
novel-paragraph: Τον φίλησε ακόμη μια φορά στο μέτωπο. Υστέρα, σηκώθηκε αποφασιστικά κι' είπε στον άνθρωπο:: [224, 2109, 464, 2157]
memorial-name: ΚΩΝΣΤΑΝΤΙΝΟΥ Γ. ΓΕΩΡΓΑΛΛΑ: [484, 1580, 692, 1595]
ad-royal-title: FLOWER: [41, 1683, 183, 1719]
ad-royal-logo: ROYAL: [12, 1560, 212, 1594]
restaurant-feature: ΥΠΗΡΕΣΙΑ ΑΜΕΜΠΤΟΣ: [500, 1907, 676, 1924]
restaurant-ad: [474, 1791, 702, 2006]
column-2: [474, 60, 702, 2210]
novel-paragraph: Τον αγαπούσε μ' όλη την καρδιά, έκείνο τον γεροντάκο, πού μέ τόση καλωσύνη, και μέ τόση στοργή, την είχε δεχτεί μέσα στην οικογένειά του.: [224, 1191, 464, 1255]
novel-paragraph: Τον φίλησε ακόμη μια φορά στο μέτωπο. Υστέρα, σηκώθηκε αποφασιστικά κι' είπε στον άνθρωπο:: [10, 802, 214, 866]
schedule-item: 23.10 Τα τραγούδια του φεγγαριού: [242, 418, 435, 430]
restaurant-band: EL GATO QUINTET: [508, 1978, 668, 1998]
restaurant-feature: ΓΑΛΛΙΚΗ ΚΟΥΖΙΝΑ: [515, 1874, 661, 1891]
tax-headline: ΝΕΑ ΦΟΡΟΛΟΓΙΚΑ ΜΕΤΡΑ: [1210, 77, 1466, 102]
novel-paragraph: — Μείνε κοντά του! Εγώ πάω νά ζητήσω βοήθεια, να τον μεταφέρουμε στο σπίτι.: [224, 1684, 464, 1732]
notice-box: [1344, 1222, 1588, 1453]
article-text: Οσοι θέλουν ειλικρινώς να βοηθήσουν την Συρίαν, πρέπει να σεβασθούν την θέλησιν του λαού της. Ούτε επεμβάσεις, ούτε πιέσεις. Οσοι δε κατανοήσουν το περιεχόμενον των λόγων αυτών, θα είναι ασφαλώς άξιοι της τύχης των.: [712, 452, 1078, 517]
schedule-item: 20.30 Τζάζ: [242, 391, 303, 403]
classified-ad: ΖΗΤΕΙΤΑΙ διαμέρισμα εκ 2 — 3 δωματίων μετά κήπου. Αι προσφοραί: «Ελληνικός Ταχυδρόμος».: [1088, 1142, 1332, 1190]
header-date: Σάββατον 9 Μαρτίου 1963: [1325, 24, 1584, 44]
novel-paragraph: Τον φίλησε ακόμη μια φορά στο μέτωπο. Υστέρα, σηκώθηκε αποφασιστικά κι' είπε στον άνθρωπο:: [224, 1497, 464, 1545]
ad-strand-star: FERNANDEL: [68, 1159, 156, 1175]
memorial-title: Μνημόσυνον: [522, 1436, 654, 1460]
obituary-text: Μέ πολλήν λύπην πληροφορούμεθα τον θάνατον παλαιού έγκρίτου συμπολίτου, του Ιταλού GIOVANNI FEDRIGO, παλαιού τεχνικού διευθυντού της Δημαρχίας Αλεξανδρείας και γνωστού συνεργάτου εις πολλάς έργα. Ο μεταστάς διακρίθηκε είς πολλάς τεχνικές εργασίες και αφήνει πολλούς φίλους.: [474, 1260, 702, 1423]
classified-ad: Ο ΡΑΦΤΙΚΟΣ ΟΙΚΟΣ «NORA» ζητεί εργάτριας ραπτικής και μαθητευομένας. Πληροφορίαι: Ροσέττης 29 ώραν 10 - 12 π.μ. Τηλ. 34431: [1088, 1204, 1332, 1268]
article-headline: Ο ΣΥΡΙΑΚΟΣ ΛΑΟΣ ΕΧΕΙ ΤΟΝ ΛΟΓΟΝ: [712, 118, 994, 134]
